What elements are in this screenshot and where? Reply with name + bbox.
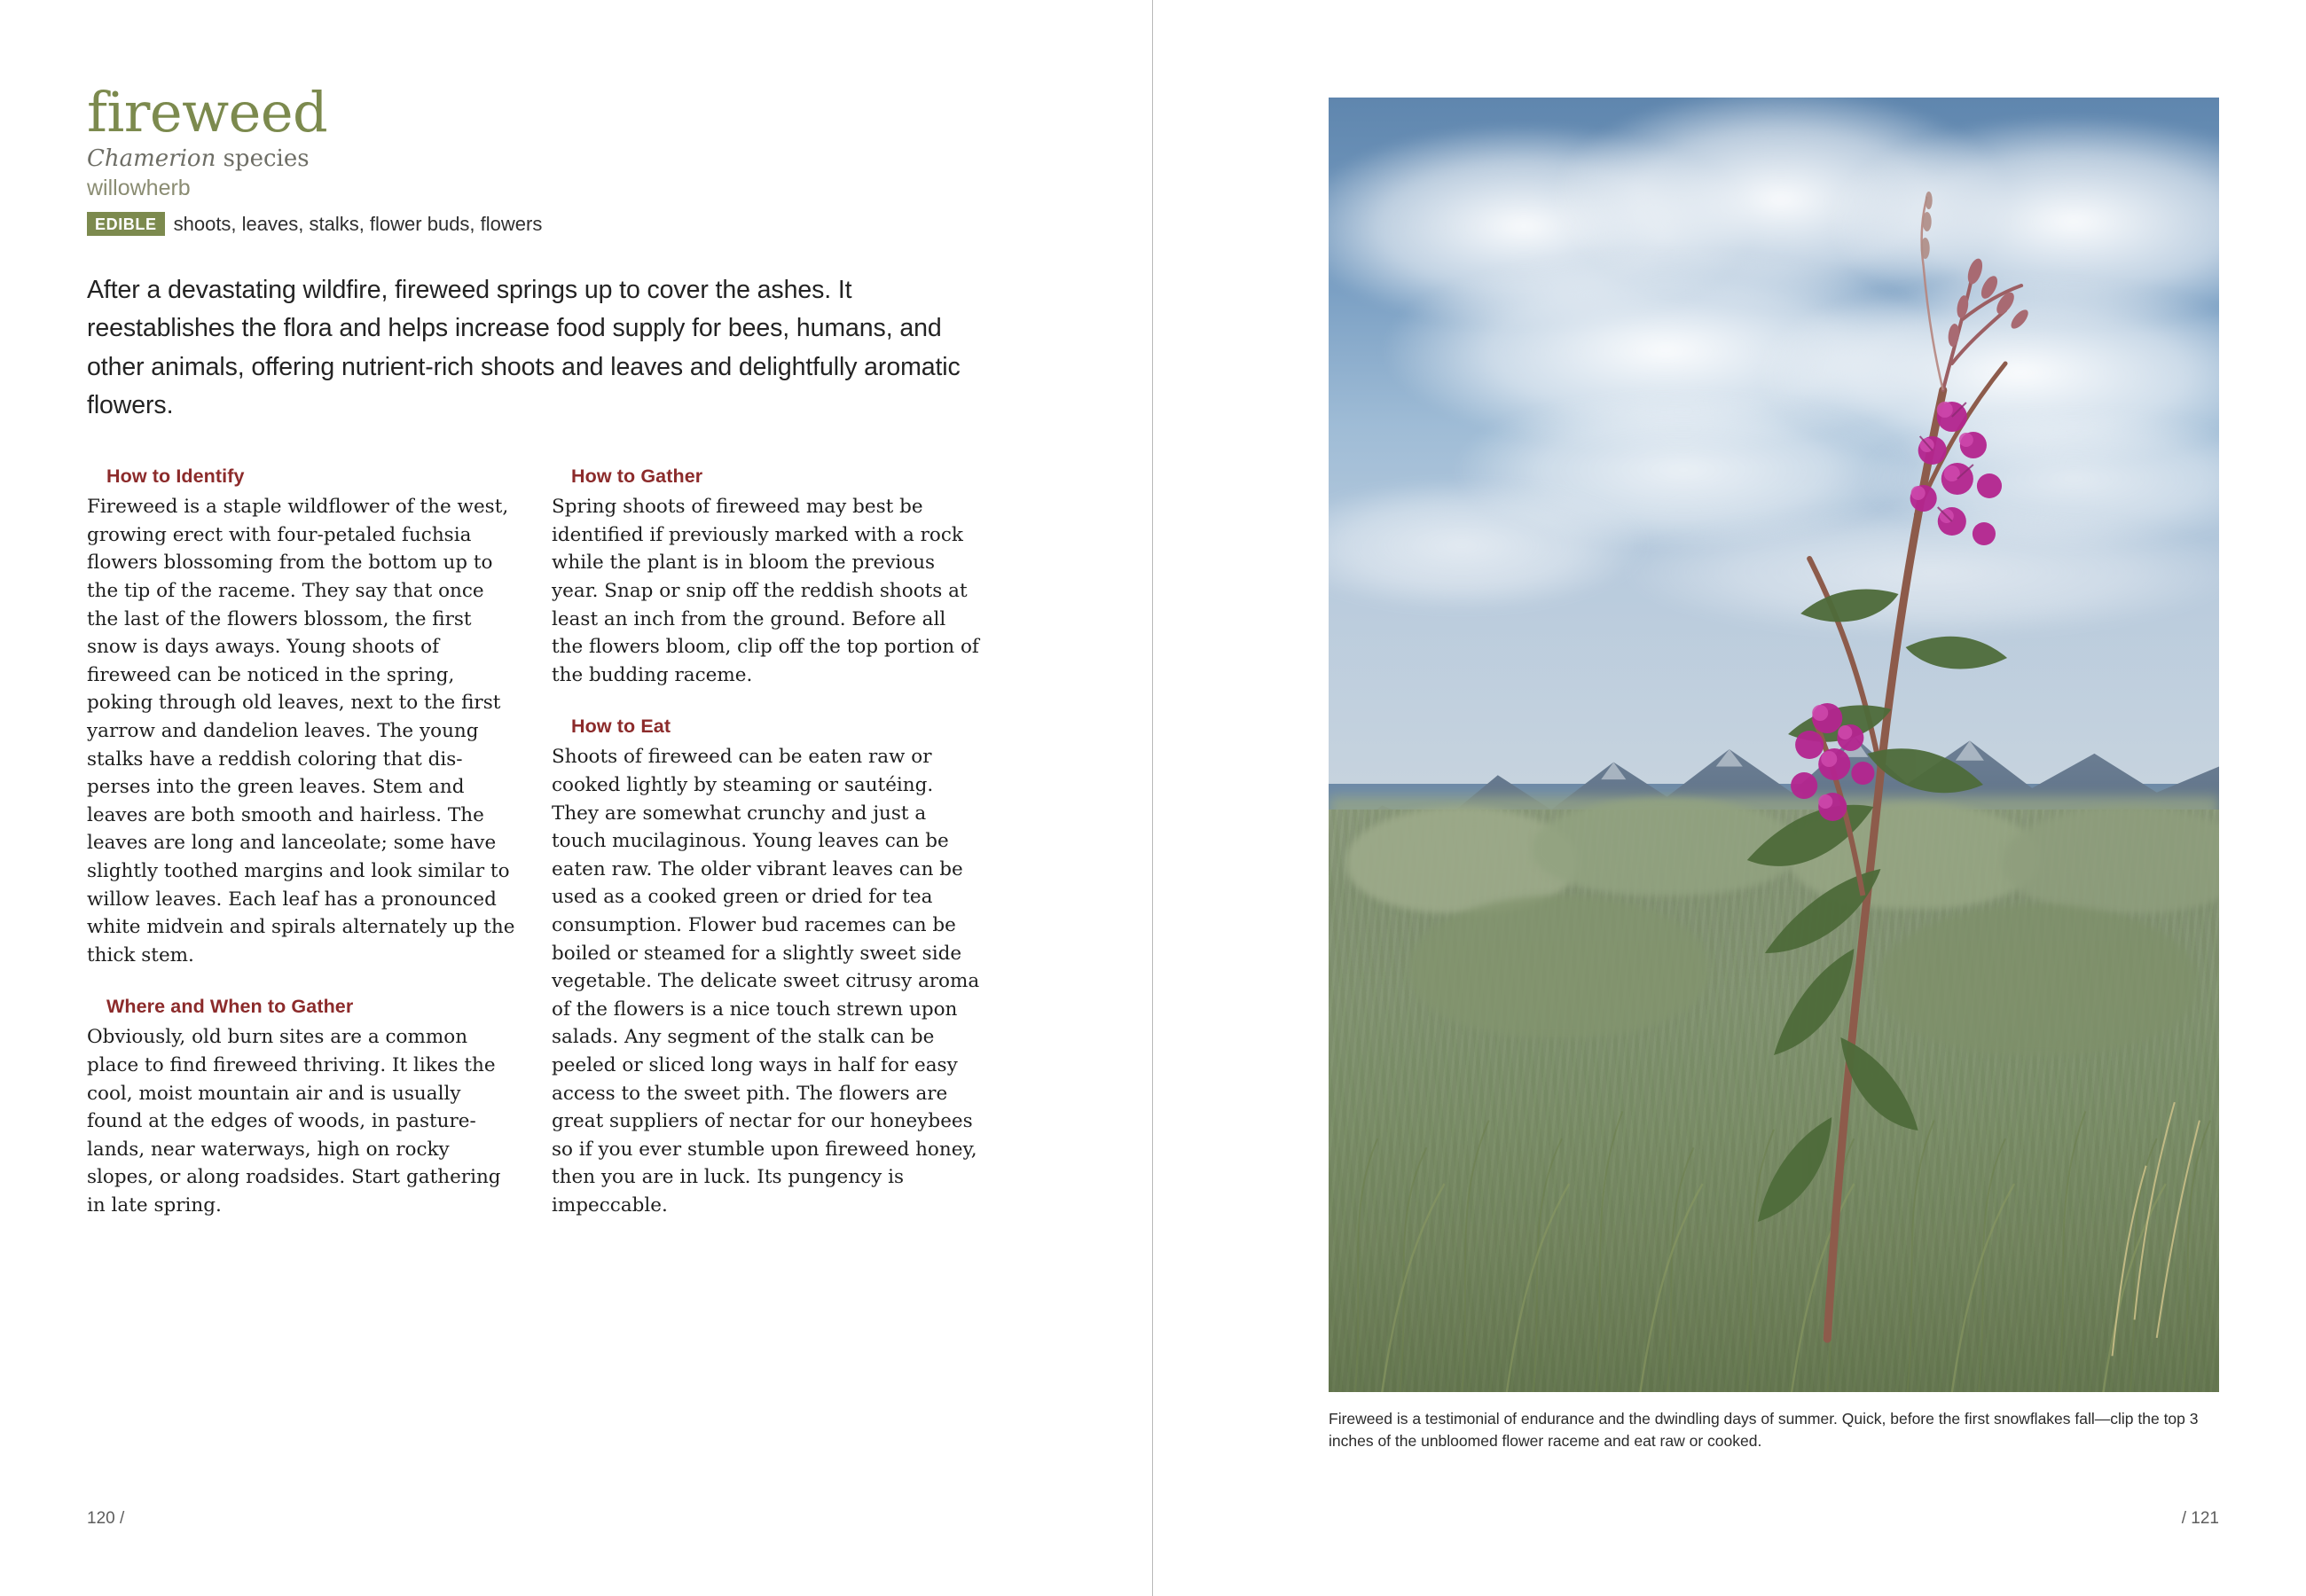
edible-parts-text: shoots, leaves, stalks, flower buds, flowers: [173, 212, 543, 235]
spacer: [87, 969, 518, 996]
latin-suffix: species: [216, 145, 310, 172]
photo-figure: [1329, 98, 2219, 1392]
photo-caption: Fireweed is a testimonial of endurance and the dwindling days of summer. Quick, before the first snowflakes fall—clip the top 3 inches of the unbloomed flower raceme and eat raw or cooked.: [1329, 1410, 2199, 1450]
column-left: [87, 466, 518, 1219]
spacer: [552, 689, 983, 716]
two-column-body: [87, 466, 983, 1219]
text-where-and-when-to-gather: Obviously, old burn sites are a common place to find fireweed thriving. It likes the cool, moist mountain air and is usually found at the edges of woods, in pasture-lands, near waterways, high on rocky slopes, or along roadsides. Start gathering in late spring.: [87, 1026, 501, 1217]
page-title: fireweed: [87, 80, 328, 145]
status-badge: EDIBLE: [87, 212, 165, 236]
page-right: [1153, 0, 2306, 1596]
text-how-to-eat: Shoots of fireweed can be eaten raw or cooked lightly by steaming or sautéing. They are somewhat crunchy and just a touch mucilaginous. Young leaves can be eaten raw. The older vibrant leaves can be used as a cooked green or dried for tea consumption. Flower bud racemes can be boiled or steamed for a slightly sweet side vegetable. The delicate sweet citrusy aroma of the flowers is a nice touch strewn upon salads. Any segment of the stalk can be peeled or sliced long ways in half for easy access to the sweet pith. The flowers are great suppliers of nectar for our honeybees so if you ever stumble upon fireweed honey, then you are in luck. Its pungency is impeccable.: [552, 746, 980, 1217]
fireweed-photograph: [1329, 98, 2219, 1392]
heading-how-to-gather: How to Gather: [571, 466, 703, 488]
left-page-content: [87, 80, 992, 1220]
column-right: [552, 466, 983, 1219]
folio-right: / 121: [2181, 1509, 2219, 1528]
intro-paragraph: After a devastating wildfire, fireweed springs up to cover the ashes. It reestablishes the flora and helps increase food supply for bees, humans, and other animals, offering nutrient-rich shoots and leaves and delightfully aromatic flowers.: [87, 276, 961, 419]
text-how-to-gather: Spring shoots of fireweed may best be identified if previously marked with a rock while the plant is in bloom the previous year. Snap or snip off the reddish shoots at least an inch from the ground. Before all the flowers bloom, clip off the top portion of the budding raceme.: [552, 496, 979, 686]
latin-genus: Chamerion: [87, 145, 216, 172]
common-name: willowherb: [87, 176, 191, 200]
latin-name: [87, 145, 992, 172]
text-how-to-identify: Fireweed is a staple wildflower of the west, growing erect with four-petaled fuchsia flowers blossoming from the bottom up to the tip of the raceme. They say that once the last of the flowers blossom, the first snow is days aways. Young shoots of fireweed can be noticed in the spring, poking through old leaves, next to the first yarrow and dandelion leaves. The young stalks have a reddish coloring that dis-perses into the green leaves. Stem and leaves are both smooth and hairless. The leaves are long and lanceolate; some have slightly toothed margins and look similar to willow leaves. Each leaf has a pronounced white midvein and spirals alternately up the thick stem.: [87, 496, 515, 966]
edible-row: [87, 212, 992, 236]
heading-how-to-identify: How to Identify: [106, 466, 245, 488]
heading-where-and-when-to-gather: Where and When to Gather: [106, 996, 354, 1018]
fireweed-plant: [1329, 98, 2219, 1392]
folio-left: 120 /: [87, 1509, 125, 1528]
heading-how-to-eat: How to Eat: [571, 716, 671, 738]
